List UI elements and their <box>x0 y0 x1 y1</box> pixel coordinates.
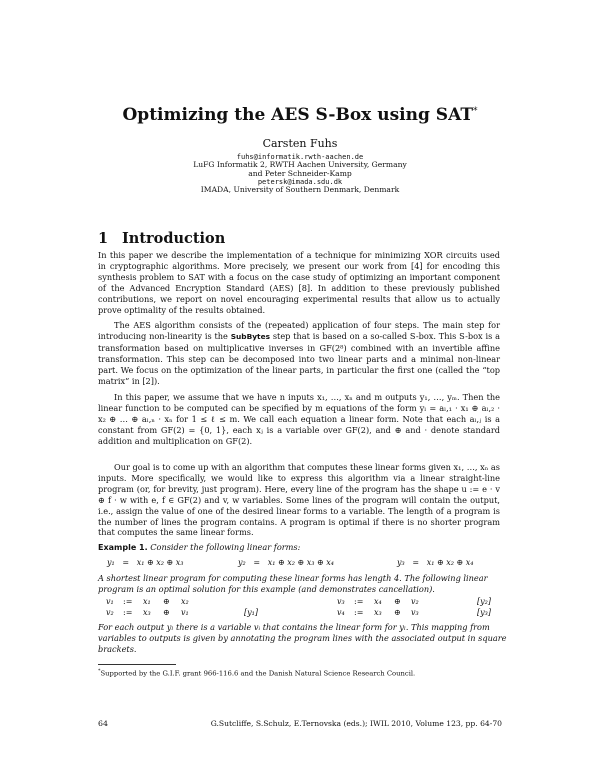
example-intro: Consider the following linear forms: <box>150 542 301 552</box>
linear-form-1: y₁ = x₁ ⊕ x₂ ⊕ x₃ <box>107 558 184 567</box>
paragraph-3: In this paper, we assume that we have n inputs x₁, …, xₙ and m outputs y₁, …, yₘ. Then the linear function to be computed can be specified by m equations of the form yₗ = aₗ,₁ · x₁ ⊕ aₗ,₂ · x₂ ⊕ … ⊕ aₗ,ₙ · xₙ for 1 ≤ ℓ ≤ m. We call each equation a linear form. Note that each aₗ,ⱼ is a constant from GF(2) = {0, 1}, each xⱼ is a variable over GF(2), and ⊕ and · denote standard addition and multiplication on GF(2). <box>98 392 500 446</box>
subbytes-code: SubBytes <box>230 331 270 341</box>
footer-citation: G.Sutcliffe, S.Schulz, E.Ternovska (eds.); IWIL 2010, Volume 123, pp. 64-70 <box>210 719 502 728</box>
affiliation-1-line2: and Peter Schneider-Kamp <box>248 168 352 178</box>
footnote-mark: * <box>98 668 101 674</box>
paragraph-4: Our goal is to come up with an algorithm that computes these linear forms given x₁, …, xₙ as inputs. More specifically, we would like to express this algorithm via a linear straight-line program (or, for brevity, just program). Here, every line of the program has the shape u := e · v ⊕ f · w with e, f ∈ GF(2) and v, w variables. Some lines of the program will contain the output, i.e., assign the value of one of the desired linear forms to a variable. The length of a program is the number of lines the program contains. A program is optimal if there is no shorter program that computes the same linear forms. <box>98 462 500 538</box>
linear-form-2: y₂ = x₁ ⊕ x₂ ⊕ x₃ ⊕ x₄ <box>238 558 334 567</box>
affiliation-2-line1: IMADA, University of Southern Denmark, Denmark <box>200 185 400 195</box>
section-title: Introduction <box>122 230 226 247</box>
author-name: Carsten Fuhs <box>262 137 338 150</box>
paragraph-1: In this paper we describe the implementation of a technique for minimizing XOR circuits used in cryptographic algorithms. More precisely, we present our work from [4] for encoding this synthesis problem to SAT with a focus on the case study of optimizing an important component of the Advanced Encryption Standard (AES) [8]. In addition to these previously published contributions, we report on novel encouraging experimental results that allow us to actually prove optimality of the results obtained. <box>98 250 500 315</box>
affiliation-1-line1: LuFG Informatik 2, RWTH Aachen University, Germany <box>193 160 407 170</box>
title-footnote-mark: * <box>472 106 478 117</box>
example-heading <box>98 542 508 554</box>
footnote: *Supported by the G.I.F. grant 966-116.6 and the Danish Natural Science Research Council. <box>98 668 416 678</box>
paragraph-2: The AES algorithm consists of the (repeated) application of four steps. The main step for introducing non-linearity is the SubBytes step that is based on a so-called S-box. This S-box is a transformation based on multiplicative inverses in GF(2⁸) combined with an invertible affine transformation. This step can be decomposed into two linear parts and a minimal non-linear part. We focus on the optimization of the linear parts, in particular the first one (called the “top matrix” in [2]). <box>98 320 500 386</box>
example-text-2: For each output yₗ there is a variable vᵢ that contains the linear form for yₗ. This mapping from variables to outputs is given by annotating the program lines with the associated output in square brackets. <box>98 622 507 654</box>
section-number: 1 <box>98 230 109 247</box>
linear-form-3: y₃ = x₁ ⊕ x₂ ⊕ x₄ <box>397 558 474 567</box>
page-number: 64 <box>98 719 108 728</box>
paper-title: Optimizing the AES S-Box using SAT* <box>122 105 478 125</box>
footnote-rule <box>98 664 176 665</box>
example-text-1: A shortest linear program for computing these linear forms has length 4. The following linear program is an optimal solution for this example (and demonstrates cancellation). <box>98 573 488 594</box>
example-label: Example 1. <box>98 543 148 552</box>
author-email-1[interactable]: fuhs@informatik.rwth-aachen.de <box>236 153 364 161</box>
affiliation-2 <box>0 178 600 195</box>
author-email-2[interactable]: petersk@imada.sdu.dk <box>257 178 343 186</box>
affiliation-1 <box>0 153 600 178</box>
section-heading <box>98 230 225 247</box>
